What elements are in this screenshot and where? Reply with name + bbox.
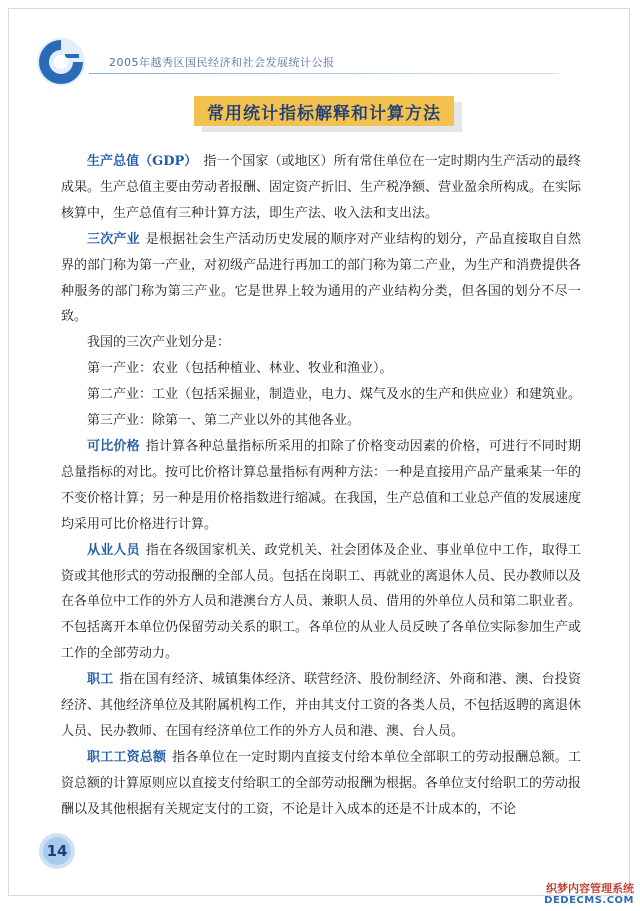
term-employed-persons: 从业人员 [87,542,140,558]
term-gdp: 生产总值（GDP） [87,154,198,169]
term-three-industries: 三次产业 [87,231,140,247]
paragraph-text: 指在国有经济、城镇集体经济、联营经济、股份制经济、外商和港、澳、台投资经济、其他经济单位及其附属机构工作，并由其支付工资的各类人员，不包括返聘的离退休人员、民办教师、在国有经济单位工作的外方人员和港、澳、台人员。 [61,672,582,739]
watermark-cn: 织梦内容管理系统 [546,882,634,895]
paragraph-secondary-industry: 第二产业：工业（包括采掘业，制造业，电力、煤气及水的生产和供应业）和建筑业。 [87,387,582,403]
header-rule [89,73,559,74]
paragraph-text: 指各单位在一定时期内直接支付给本单位全部职工的劳动报酬总额。工资总额的计算原则应以直接支付给职工的全部劳动报酬为根据。各单位支付给职工的劳动报酬以及其他根据有关规定支付的工资，不论是计入成本的还是不计成本的，不论 [61,749,582,817]
term-staff: 职工 [87,672,114,688]
section-title: 常用统计指标解释和计算方法 [194,96,454,126]
watermark-en: DEDECMS.COM [544,895,634,906]
document-body [61,149,581,823]
watermark [544,883,634,907]
paragraph-primary-industry: 第一产业：农业（包括种植业、林业、牧业和渔业）。 [87,361,393,377]
paragraph-gdp [61,149,581,227]
term-comparable-price: 可比价格 [87,438,140,454]
paragraph-text: 指计算各种总量指标所采用的扣除了价格变动因素的价格，可进行不同时期总量指标的对比。按可比价格计算总量指标有两种方法：一种是直接用产品产量乘某一年的不变价格计算；另一种是用价格指数进行缩减。在我国，生产总值和工业总产值的发展速度均采用可比价格进行计算。 [61,438,582,532]
section-title-banner [194,96,462,132]
paragraph-three-industries [61,227,581,331]
page-number-badge [37,831,77,871]
paragraph-employed-persons [61,538,581,668]
paragraph-comparable-price [61,434,581,538]
term-total-wages: 职工工资总额 [87,749,167,765]
report-header-title: 2005年越秀区国民经济和社会发展统计公报 [109,56,335,69]
document-page [8,8,630,896]
paragraph-industry-intro: 我国的三次产业划分是： [87,335,231,351]
paragraph-staff [61,667,581,745]
statistics-logo-icon [35,36,87,88]
page-number: 14 [46,842,68,860]
paragraph-total-wages [61,745,581,823]
paragraph-text: 指在各级国家机关、政党机关、社会团体及企业、事业单位中工作，取得工资或其他形式的劳动报酬的全部人员。包括在岗职工、再就业的离退休人员、民办教师以及在各单位中工作的外方人员和港澳台方人员、兼职人员、借用的外单位人员和第二职业者。不包括离开本单位仍保留劳动关系的职工。各单位的从业人员反映了各单位实际参加生产或工作的全部劳动力。 [61,542,582,662]
paragraph-text: 指一个国家（或地区）所有常住单位在一定时期内生产活动的最终成果。生产总值主要由劳动者报酬、固定资产折旧、生产税净额、营业盈余所构成。在实际核算中，生产总值有三种计算方法，即生产法、收入法和支出法。 [61,154,582,221]
paragraph-tertiary-industry: 第三产业：除第一、第二产业以外的其他各业。 [87,413,361,429]
paragraph-text: 是根据社会生产活动历史发展的顺序对产业结构的划分，产品直接取自自然界的部门称为第一产业，对初级产品进行再加工的部门称为第二产业，为生产和消费提供各种服务的部门称为第三产业。它是世界上较为通用的产业结构分类，但各国的划分不尽一致。 [61,231,582,325]
